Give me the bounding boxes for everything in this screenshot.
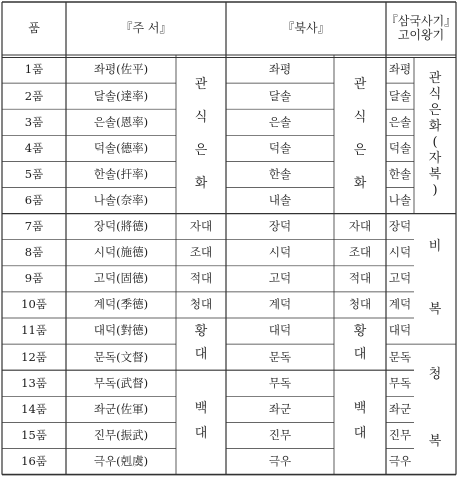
samguk-blue-robe (414, 344, 456, 475)
jusoe-yellow-belt-char: 황 (194, 324, 208, 340)
samguk-rank-cell: 나솔 (388, 192, 412, 207)
samguk-purple-robe (414, 214, 456, 345)
jusoe-yellow-belt (176, 318, 226, 370)
jusoe-rank-cell: 문독(文督) (93, 349, 149, 364)
buksa-rank-cell: 장덕 (268, 219, 292, 234)
buksa-rank-cell: 덕솔 (268, 140, 292, 155)
buksa-rank-cell: 문독 (268, 349, 292, 364)
jusoe-rank-cell: 한솔(扞率) (93, 166, 149, 181)
samguk-rank-cell: 덕솔 (388, 140, 412, 155)
samguk-crown-note-char: 자 (428, 150, 442, 166)
buksa-crown-note-char: 관 (353, 77, 367, 93)
header-grade: 품 (28, 20, 40, 35)
samguk-blue-robe-char: 청 (428, 367, 442, 383)
jusoe-rank-cell: 덕솔(德率) (93, 140, 149, 155)
jusoe-crown-note-char: 화 (194, 176, 208, 192)
samguk-purple-robe-char: 복 (428, 301, 442, 317)
samguk-rank-cell: 극우 (388, 453, 412, 468)
grade-cell: 14품 (21, 401, 47, 416)
jusoe-crown-note-char: 은 (194, 143, 208, 159)
grade-cell: 10품 (21, 297, 47, 312)
jusoe-rank-cell: 계덕(季德) (93, 297, 149, 312)
samguk-rank-cell: 좌평 (388, 62, 412, 77)
buksa-belt-cell: 조대 (348, 245, 372, 260)
jusoe-rank-cell: 은솔(恩率) (93, 114, 149, 129)
grade-cell: 9품 (24, 271, 44, 286)
buksa-rank-cell: 계덕 (268, 297, 292, 312)
samguk-rank-cell: 한솔 (388, 166, 412, 181)
buksa-rank-cell: 한솔 (268, 166, 292, 181)
samguk-rank-cell: 계덕 (388, 297, 412, 312)
jusoe-rank-cell: 나솔(奈率) (93, 192, 149, 207)
samguk-crown-note-char: 은 (428, 102, 442, 118)
buksa-rank-cell: 대덕 (268, 323, 292, 338)
grade-cell: 12품 (21, 349, 47, 364)
jusoe-rank-cell: 진무(振武) (93, 427, 149, 442)
grade-cell: 16품 (21, 453, 47, 468)
jusoe-rank-cell: 극우(剋虞) (93, 453, 149, 468)
buksa-white-belt-char: 백 (353, 401, 367, 417)
samguk-crown-note-char: 화 (428, 118, 442, 134)
buksa-rank-cell: 좌평 (268, 62, 292, 77)
buksa-rank-cell: 좌군 (268, 401, 292, 416)
grade-cell: 1품 (24, 62, 44, 77)
header-samguk-title: 『삼국사기』 (385, 13, 457, 28)
buksa-crown-note (334, 57, 386, 214)
buksa-crown-note-char: 은 (353, 143, 367, 159)
grade-cell: 3품 (24, 114, 44, 129)
buksa-rank-cell: 고덕 (268, 271, 292, 286)
samguk-rank-cell: 달솔 (388, 88, 412, 103)
buksa-rank-cell: 극우 (268, 453, 292, 468)
buksa-rank-cell: 달솔 (268, 88, 292, 103)
samguk-crown-note-char: 복 (428, 166, 442, 182)
samguk-crown-note-char: 관 (428, 71, 442, 87)
jusoe-belt-cell: 적대 (189, 271, 213, 286)
buksa-rank-cell: 은솔 (268, 114, 292, 129)
jusoe-crown-note-char: 식 (194, 110, 208, 126)
buksa-yellow-belt-char: 대 (353, 347, 367, 363)
grade-cell: 11품 (21, 323, 47, 338)
buksa-belt-cell: 청대 (348, 297, 372, 312)
buksa-belt-cell: 자대 (348, 219, 372, 234)
samguk-rank-cell: 무독 (388, 375, 412, 390)
jusoe-crown-note (176, 57, 226, 214)
grade-cell: 5품 (24, 166, 44, 181)
jusoe-belt-cell: 조대 (189, 245, 213, 260)
grade-cell: 4품 (24, 140, 44, 155)
samguk-rank-cell: 좌군 (388, 401, 412, 416)
buksa-rank-cell: 무독 (268, 375, 292, 390)
buksa-white-belt-char: 대 (353, 426, 367, 442)
samguk-rank-cell: 진무 (388, 427, 412, 442)
grade-cell: 13품 (21, 375, 47, 390)
jusoe-yellow-belt-char: 대 (194, 347, 208, 363)
jusoe-rank-cell: 고덕(固德) (93, 271, 149, 286)
samguk-rank-cell: 장덕 (388, 219, 412, 234)
samguk-rank-cell: 고덕 (388, 271, 412, 286)
header-samguk-subtitle: 고이왕기 (397, 27, 445, 42)
samguk-crown-note-char: 식 (428, 86, 442, 102)
jusoe-rank-cell: 시덕(施德) (93, 245, 149, 260)
jusoe-white-belt (176, 370, 226, 474)
jusoe-rank-cell: 무독(武督) (93, 375, 149, 390)
grade-cell: 15품 (21, 427, 47, 442)
buksa-crown-note-char: 식 (353, 110, 367, 126)
jusoe-white-belt-char: 대 (194, 426, 208, 442)
jusoe-rank-cell: 좌평(佐平) (93, 62, 149, 77)
header-jusoe: 『주 서』 (120, 20, 172, 35)
jusoe-belt-cell: 자대 (189, 219, 213, 234)
jusoe-rank-cell: 대덕(對德) (93, 323, 149, 338)
samguk-rank-cell: 은솔 (388, 114, 412, 129)
samguk-rank-cell: 시덕 (388, 245, 412, 260)
grade-cell: 6품 (24, 192, 44, 207)
buksa-crown-note-char: 화 (353, 176, 367, 192)
grade-cell: 7품 (24, 219, 44, 234)
jusoe-rank-cell: 달솔(達率) (93, 88, 149, 103)
grade-cell: 2품 (24, 88, 44, 103)
jusoe-belt-cell: 청대 (189, 297, 213, 312)
jusoe-white-belt-char: 백 (194, 401, 208, 417)
buksa-rank-cell: 진무 (268, 427, 292, 442)
buksa-yellow-belt (334, 318, 386, 370)
samguk-blue-robe-char: 복 (428, 434, 442, 450)
samguk-rank-cell: 대덕 (388, 323, 412, 338)
samguk-crown-note-char: ) (432, 182, 438, 198)
buksa-rank-cell: 내솔 (268, 192, 292, 207)
jusoe-crown-note-char: 관 (194, 77, 208, 93)
buksa-belt-cell: 적대 (348, 271, 372, 286)
samguk-rank-cell: 문독 (388, 349, 412, 364)
samguk-purple-robe-char: 비 (428, 238, 442, 254)
buksa-yellow-belt-char: 황 (353, 324, 367, 340)
samguk-crown-note (414, 57, 456, 214)
samguk-crown-note-char: ( (432, 134, 438, 150)
jusoe-rank-cell: 장덕(將德) (93, 219, 149, 234)
jusoe-rank-cell: 좌군(佐軍) (93, 401, 149, 416)
buksa-rank-cell: 시덕 (268, 245, 292, 260)
buksa-white-belt (334, 370, 386, 474)
header-buksa: 『북사』 (282, 20, 330, 35)
grade-cell: 8품 (24, 245, 44, 260)
header-samguk (386, 2, 456, 55)
